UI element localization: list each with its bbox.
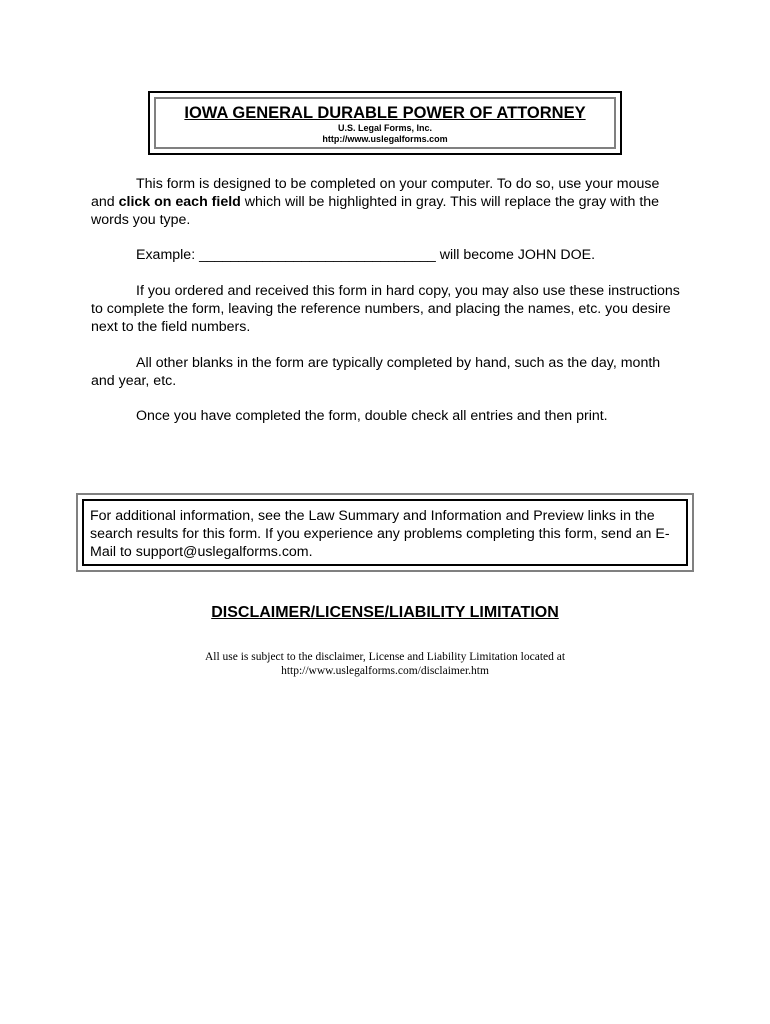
instruction-p3-text: If you ordered and received this form in hard copy, you may also use these instructions to complete the form, leaving the reference numbers, and placing the names, etc. you desire next to the field numbers. [91,283,680,335]
instruction-paragraph-5 [91,407,681,425]
document-title: IOWA GENERAL DURABLE POWER OF ATTORNEY [184,104,586,122]
company-website: http://www.uslegalforms.com [322,134,448,144]
title-box [148,91,622,155]
info-box [76,493,694,572]
instruction-paragraph-4 [91,354,681,390]
instruction-p4-text: All other blanks in the form are typically completed by hand, such as the day, month and year, etc. [91,355,661,389]
instruction-paragraph-1 [91,175,681,229]
disclaimer-title: DISCLAIMER/LICENSE/LIABILITY LIMITATION [211,604,559,621]
disclaimer-text [0,650,770,678]
info-box-text: For additional information, see the Law Summary and Information and Preview links in the search results for this form. If you experience any problems completing this form, send an E-Mail to support@uslegalforms.com. [82,499,688,566]
disclaimer-line-2: http://www.uslegalforms.com/disclaimer.htm [281,665,489,677]
instruction-example [91,246,681,264]
instruction-p1-start: This form is designed to be completed on your computer. To do so, use your mouse and [91,176,660,210]
instruction-paragraph-3 [91,282,681,336]
instruction-p1-bold: click on each field [118,194,241,210]
instruction-p5-text: Once you have completed the form, double check all entries and then print. [136,408,608,424]
disclaimer-line-1: All use is subject to the disclaimer, License and Liability Limitation located at [204,651,566,663]
title-box-inner [154,97,616,149]
example-text: Example: ______________________________ will become JOHN DOE. [136,247,596,263]
company-name: U.S. Legal Forms, Inc. [337,123,433,133]
instruction-p1-end: which will be highlighted in gray. This will replace the gray with the words you type. [91,194,660,228]
